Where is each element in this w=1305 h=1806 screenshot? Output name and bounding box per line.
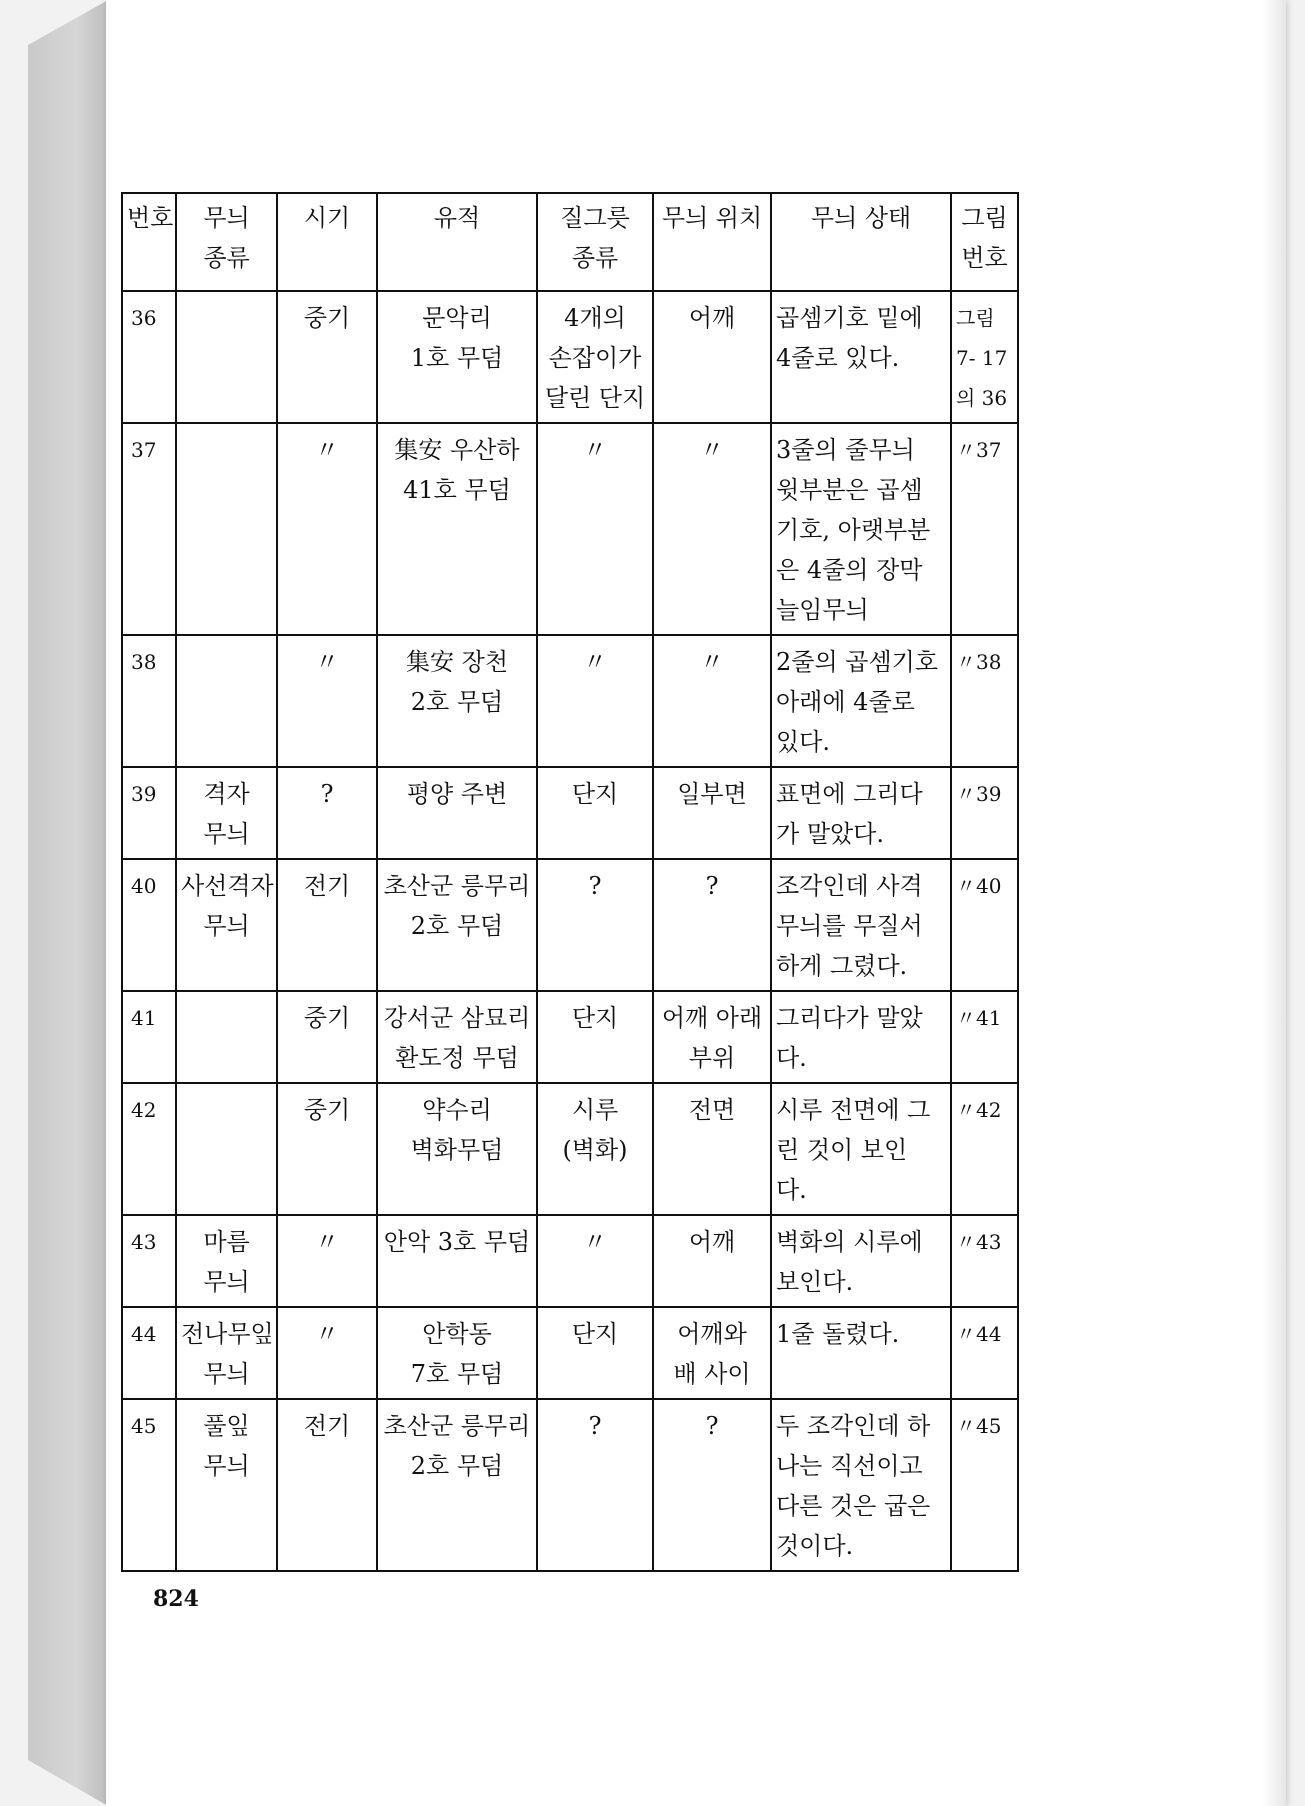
cell-pattern-type	[176, 423, 277, 635]
table-row	[122, 291, 1018, 423]
header-number: 번호	[122, 193, 176, 291]
cell-figure: 〃41	[951, 991, 1018, 1083]
header-row	[122, 193, 1018, 291]
cell-state: 시루 전면에 그 린 것이 보인 다.	[771, 1083, 951, 1215]
table-row	[122, 1307, 1018, 1399]
cell-figure: 〃42	[951, 1083, 1018, 1215]
table-row	[122, 991, 1018, 1083]
cell-site: 문악리 1호 무덤	[377, 291, 537, 423]
header-figure: 그림 번호	[951, 193, 1018, 291]
cell-site: 集安 우산하 41호 무덤	[377, 423, 537, 635]
header-site: 유적	[377, 193, 537, 291]
header-vessel-type: 질그릇 종류	[537, 193, 653, 291]
cell-pattern-type: 격자 무늬	[176, 767, 277, 859]
cell-pattern-type	[176, 1083, 277, 1215]
cell-period: 전기	[277, 1399, 377, 1571]
cell-state: 2줄의 곱셈기호 아래에 4줄로 있다.	[771, 635, 951, 767]
cell-figure: 〃43	[951, 1215, 1018, 1307]
cell-vessel-type: 4개의 손잡이가 달린 단지	[537, 291, 653, 423]
cell-figure: 〃44	[951, 1307, 1018, 1399]
cell-site: 集安 장천 2호 무덤	[377, 635, 537, 767]
cell-number: 36	[122, 291, 176, 423]
cell-vessel-type: 시루 (벽화)	[537, 1083, 653, 1215]
cell-vessel-type: 단지	[537, 991, 653, 1083]
cell-figure: 〃45	[951, 1399, 1018, 1571]
page-edge-shadow	[1262, 0, 1286, 1806]
cell-number: 44	[122, 1307, 176, 1399]
cell-number: 45	[122, 1399, 176, 1571]
cell-period: 중기	[277, 1083, 377, 1215]
cell-position: 어깨와 배 사이	[653, 1307, 771, 1399]
cell-state: 표면에 그리다 가 말았다.	[771, 767, 951, 859]
book-spine	[28, 0, 108, 1806]
header-period: 시기	[277, 193, 377, 291]
cell-vessel-type: ?	[537, 859, 653, 991]
table-row	[122, 767, 1018, 859]
table-header	[122, 193, 1018, 291]
cell-number: 43	[122, 1215, 176, 1307]
cell-state: 3줄의 줄무늬 윗부분은 곱셈 기호, 아랫부분 은 4줄의 장막 늘임무늬	[771, 423, 951, 635]
cell-state: 조각인데 사격 무늬를 무질서 하게 그렸다.	[771, 859, 951, 991]
cell-site: 강서군 삼묘리 환도정 무덤	[377, 991, 537, 1083]
cell-site: 약수리 벽화무덤	[377, 1083, 537, 1215]
cell-period: 〃	[277, 635, 377, 767]
cell-number: 41	[122, 991, 176, 1083]
table-row	[122, 1083, 1018, 1215]
table-row	[122, 423, 1018, 635]
cell-number: 38	[122, 635, 176, 767]
cell-state: 두 조각인데 하 나는 직선이고 다른 것은 굽은 것이다.	[771, 1399, 951, 1571]
cell-pattern-type: 마름 무늬	[176, 1215, 277, 1307]
cell-position: 어깨 아래 부위	[653, 991, 771, 1083]
cell-pattern-type: 전나무잎 무늬	[176, 1307, 277, 1399]
cell-site: 평양 주변	[377, 767, 537, 859]
cell-period: 전기	[277, 859, 377, 991]
pattern-table	[121, 192, 1019, 1572]
cell-position: 전면	[653, 1083, 771, 1215]
cell-pattern-type: 풀잎 무늬	[176, 1399, 277, 1571]
cell-vessel-type: 〃	[537, 423, 653, 635]
cell-figure: 〃39	[951, 767, 1018, 859]
table-row	[122, 1399, 1018, 1571]
cell-period: 〃	[277, 1307, 377, 1399]
cell-vessel-type: 〃	[537, 1215, 653, 1307]
table-body	[122, 291, 1018, 1571]
cell-figure: 〃37	[951, 423, 1018, 635]
cell-number: 40	[122, 859, 176, 991]
cell-number: 39	[122, 767, 176, 859]
cell-site: 안학동 7호 무덤	[377, 1307, 537, 1399]
cell-position: 〃	[653, 635, 771, 767]
cell-site: 초산군 릉무리 2호 무덤	[377, 1399, 537, 1571]
cell-figure: 〃40	[951, 859, 1018, 991]
cell-position: 〃	[653, 423, 771, 635]
cell-period: ?	[277, 767, 377, 859]
cell-period: 〃	[277, 1215, 377, 1307]
cell-state: 벽화의 시루에 보인다.	[771, 1215, 951, 1307]
cell-position: 어깨	[653, 1215, 771, 1307]
cell-state: 1줄 돌렸다.	[771, 1307, 951, 1399]
cell-figure: 그림 7- 17 의 36	[951, 291, 1018, 423]
table-row	[122, 1215, 1018, 1307]
cell-position: 어깨	[653, 291, 771, 423]
cell-vessel-type: 단지	[537, 1307, 653, 1399]
table-row	[122, 635, 1018, 767]
page-number: 824	[153, 1586, 199, 1612]
cell-pattern-type	[176, 991, 277, 1083]
cell-period: 〃	[277, 423, 377, 635]
cell-vessel-type: 〃	[537, 635, 653, 767]
table-row	[122, 859, 1018, 991]
cell-vessel-type: ?	[537, 1399, 653, 1571]
cell-position: 일부면	[653, 767, 771, 859]
cell-number: 37	[122, 423, 176, 635]
cell-vessel-type: 단지	[537, 767, 653, 859]
cell-position: ?	[653, 859, 771, 991]
header-position: 무늬 위치	[653, 193, 771, 291]
cell-state: 그리다가 말았 다.	[771, 991, 951, 1083]
cell-pattern-type	[176, 291, 277, 423]
cell-pattern-type	[176, 635, 277, 767]
cell-site: 안악 3호 무덤	[377, 1215, 537, 1307]
cell-position: ?	[653, 1399, 771, 1571]
cell-state: 곱셈기호 밑에 4줄로 있다.	[771, 291, 951, 423]
cell-period: 중기	[277, 991, 377, 1083]
cell-period: 중기	[277, 291, 377, 423]
cell-pattern-type: 사선격자 무늬	[176, 859, 277, 991]
header-pattern-type: 무늬 종류	[176, 193, 277, 291]
cell-site: 초산군 릉무리 2호 무덤	[377, 859, 537, 991]
cell-number: 42	[122, 1083, 176, 1215]
header-state: 무늬 상태	[771, 193, 951, 291]
cell-figure: 〃38	[951, 635, 1018, 767]
